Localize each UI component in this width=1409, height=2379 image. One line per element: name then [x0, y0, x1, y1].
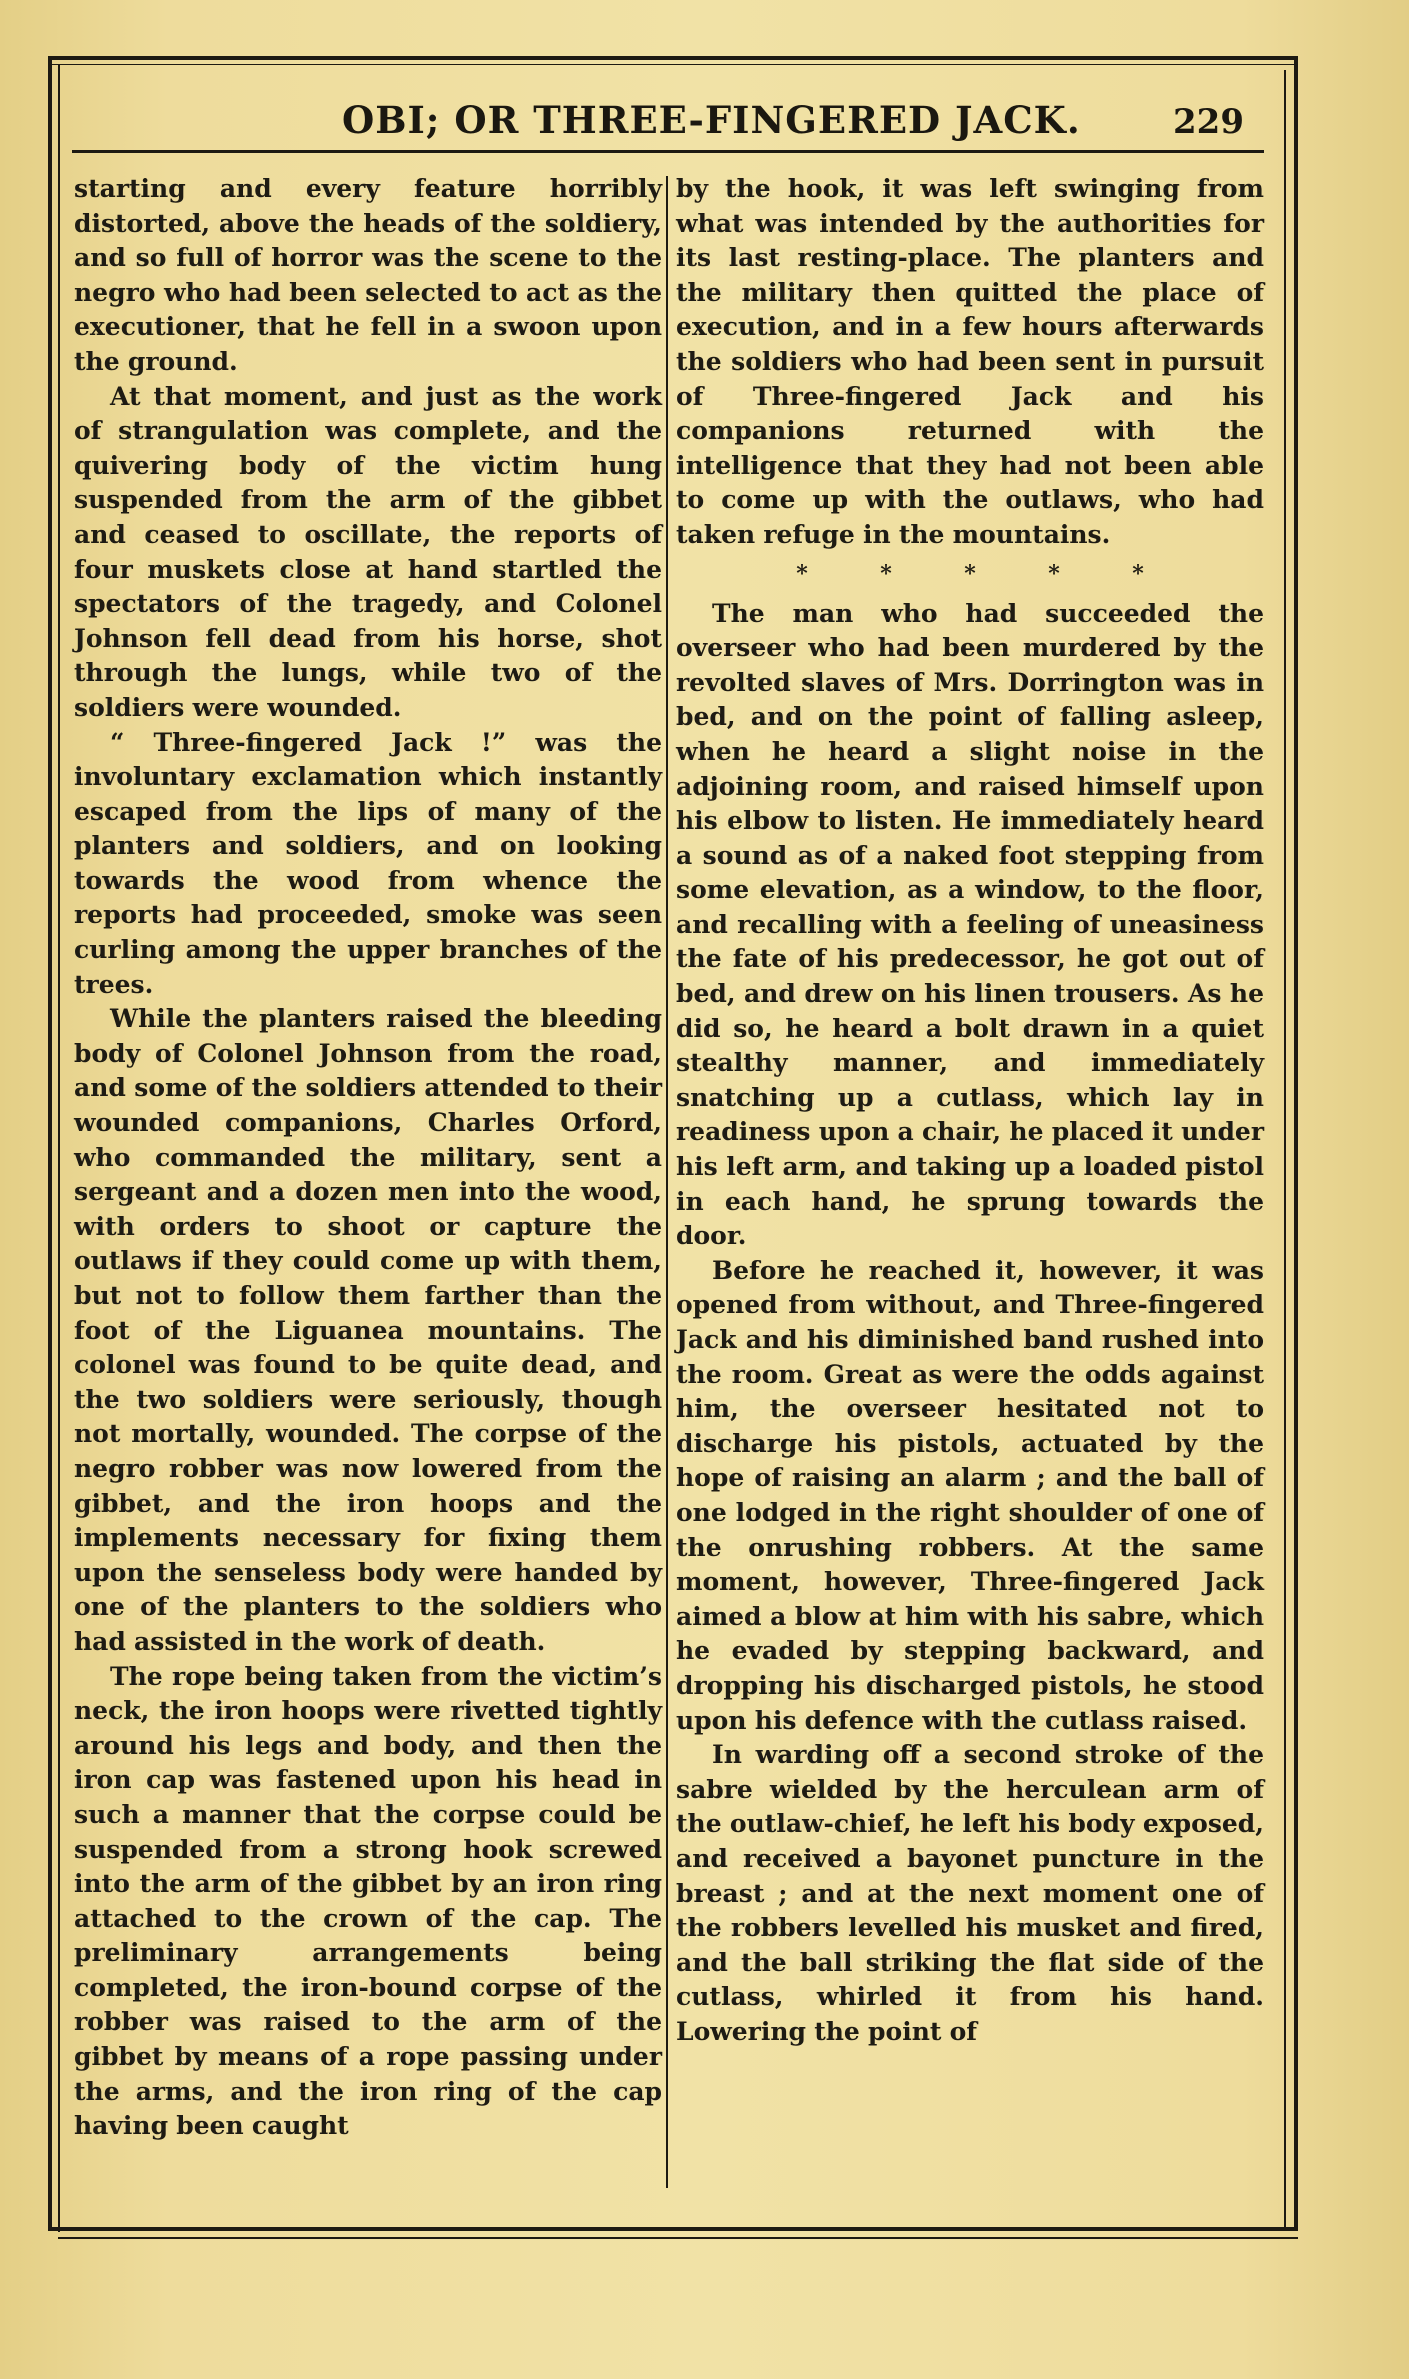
- header-rule: [72, 150, 1264, 153]
- right-column: [676, 172, 1264, 2049]
- page-number: 229: [1173, 102, 1244, 142]
- frame-left-rule: [48, 56, 52, 2231]
- paragraph: by the hook, it was left swinging from what was intended by the authorities for its last resting-place. The planters and the military then quitted the place of execution, and in a few hours afterwards the soldiers who had been sent in pursuit of Three-fingered Jack and his companions returned with the intelligence that they had not been able to come up with the outlaws, who had taken refuge in the mountains.: [676, 174, 1264, 549]
- paragraph: The man who had succeeded the overseer who had been murdered by the revolted slaves of Mrs. Dorrington was in bed, and on the point of falling asleep, when he heard a slight noise in the adjoining room, and raised himself upon his elbow to listen. He immediately heard a sound as of a naked foot stepping from some elevation, as a window, to the floor, and recalling with a feeling of uneasiness the fate of his predecessor, he got out of bed, and drew on his linen trousers. As he did so, he heard a bolt drawn in a quiet stealthy manner, and immediately snatching up a cutlass, which lay in readiness upon a chair, he placed it under his left arm, and taking up a loaded pistol in each hand, he sprung towards the door.: [676, 598, 1264, 1251]
- page-header: [72, 92, 1264, 148]
- section-break-star: *: [964, 560, 976, 587]
- running-title: OBI; OR THREE-FINGERED JACK.: [342, 98, 1081, 142]
- section-break-star: *: [1132, 560, 1144, 587]
- frame-right-rule: [1294, 56, 1298, 2231]
- frame-right-inner-rule: [1284, 70, 1286, 2230]
- paragraph: The rope being taken from the victim’s neck, the iron hoops were rivetted tightly around his legs and body, and then the iron cap was fastened upon his head in such a manner that the corpse could be suspended from a strong hook screwed into the arm of the gibbet by an iron ring attached to the crown of the cap. The preliminary arrangements being completed, the iron-bound corpse of the robber was raised to the arm of the gibbet by means of a rope passing under the arms, and the iron ring of the cap having been caught: [74, 1661, 662, 2141]
- paragraph: Before he reached it, however, it was opened from without, and Three-fingered Jack and his diminished band rushed into the room. Great as were the odds against him, the overseer hesitated not to discharge his pistols, actuated by the hope of raising an alarm ; and the ball of one lodged in the right shoulder of one of the onrushing robbers. At the same moment, however, Three-fingered Jack aimed a blow at him with his sabre, which he evaded by stepping backward, and dropping his discharged pistols, he stood upon his defence with the cutlass raised.: [676, 1255, 1264, 1735]
- section-break: [676, 557, 1264, 591]
- paragraph: In warding off a second stroke of the sabre wielded by the herculean arm of the outlaw-chief, he left his body exposed, and received a bayonet puncture in the breast ; and at the next moment one of the robbers levelled his musket and fired, and the ball striking the flat side of the cutlass, whirled it from his hand. Lowering the point of: [676, 1740, 1264, 2046]
- section-break-star: *: [796, 560, 808, 587]
- column-divider: [666, 176, 668, 2188]
- section-break-star: *: [1048, 560, 1060, 587]
- paragraph: While the planters raised the bleeding body of Colonel Johnson from the road, and some of the soldiers attended to their wounded companions, Charles Orford, who commanded the military, sent a sergeant and a dozen men into the wood, with orders to shoot or capture the outlaws if they could come up with them, but not to follow them farther than the foot of the Liguanea mountains. The colonel was found to be quite dead, and the two soldiers were seriously, though not mortally, wounded. The corpse of the negro robber was now lowered from the gibbet, and the iron hoops and the implements necessary for fixing them upon the senseless body were handed by one of the planters to the soldiers who had assisted in the work of death.: [74, 1004, 662, 1656]
- section-break-star: *: [880, 560, 892, 587]
- frame-top-inner-rule: [48, 64, 1298, 65]
- paragraph: “ Three-fingered Jack !” was the involuntary exclamation which instantly escaped from the lips of many of the planters and soldiers, and on looking towards the wood from whence the reports had proceeded, smoke was seen curling among the upper branches of the trees.: [74, 727, 662, 999]
- paragraph: starting and every feature horribly distorted, above the heads of the soldiery, and so full of horror was the scene to the negro who had been selected to act as the executioner, that he fell in a swoon upon the ground.: [74, 174, 662, 376]
- frame-top-rule: [48, 56, 1298, 60]
- left-column: [74, 172, 662, 2144]
- frame-bottom-inner-rule: [58, 2237, 1298, 2239]
- paragraph: At that moment, and just as the work of strangulation was complete, and the quivering body of the victim hung suspended from the arm of the gibbet and ceased to oscillate, the reports of four muskets close at hand startled the spectators of the tragedy, and Colonel Johnson fell dead from his horse, shot through the lungs, while two of the soldiers were wounded.: [74, 381, 662, 722]
- frame-left-inner-rule: [58, 64, 60, 2232]
- frame-bottom-rule: [48, 2227, 1298, 2231]
